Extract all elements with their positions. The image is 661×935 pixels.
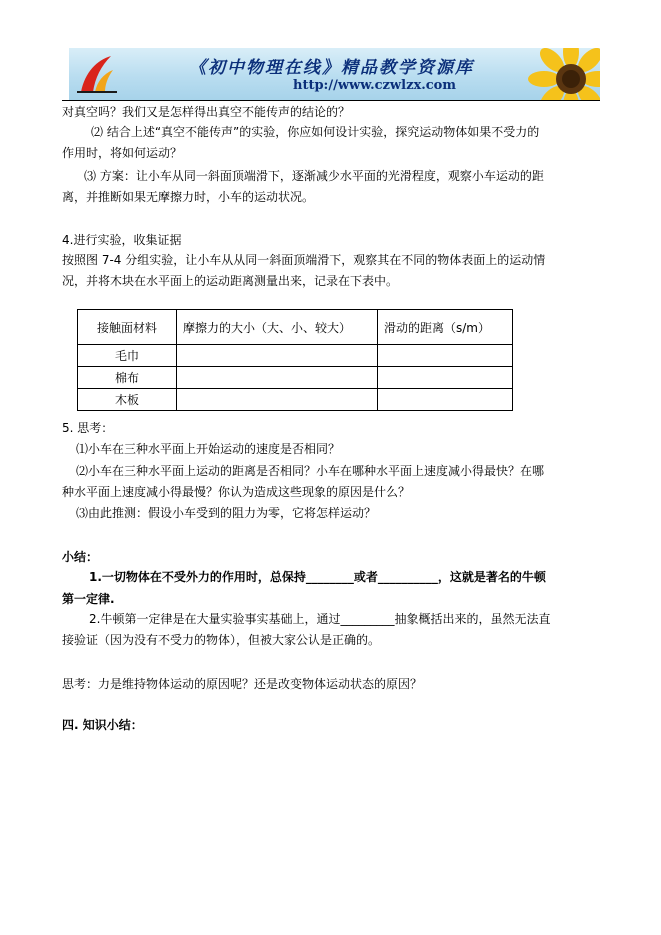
question-3-line2: 离，并推断如果无摩擦力时，小车的运动状况。 [62,190,315,204]
question-2-line2: 作用时，将如何运动？ [62,146,183,160]
section-4-heading: 四. 知识小结： [62,718,143,732]
table-row [78,345,513,367]
table-cell-friction[interactable] [177,367,378,389]
table-header-row [78,310,513,345]
summary-p1-line1: 1.一切物体在不受外力的作用时，总保持________或者__________，这就是著名的牛顿 [89,570,546,584]
think-q2-line1: ⑵小车在三种水平面上运动的距离是否相同？小车在哪种水平面上速度减小得最快？在哪 [76,464,545,478]
table-header-cell: 滑动的距离（s/m） [378,310,513,345]
think-title: 5. 思考： [62,421,114,435]
summary-p2-line1: 2.牛顿第一定律是在大量实验事实基础上，通过_________抽象概括出来的，虽然无法直 [89,612,551,626]
header-banner [69,48,600,100]
think-q2-line2: 种水平面上速度减小得最慢？你认为造成这些现象的原因是什么？ [62,485,411,499]
summary-title: 小结： [62,550,99,564]
banner-title: 《初中物理在线》精品教学资源库 [189,58,474,78]
sunflower-image [526,48,600,100]
table-row [78,367,513,389]
think-q3: ⑶由此推测：假设小车受到的阻力为零，它将怎样运动？ [76,506,377,520]
summary-p2-line2: 接验证（因为没有不受力的物体），但被大家公认是正确的。 [62,633,381,647]
summary-p1-line2: 第一定律. [62,592,115,606]
table-cell-friction[interactable] [177,389,378,411]
banner-url: http://www.czwlzx.com [293,78,457,93]
question-3-line1: ⑶ 方案：让小车从同一斜面顶端滑下，逐渐减少水平面的光滑程度，观察小车运动的距 [84,169,544,183]
table-row [78,389,513,411]
experiment-table [77,309,513,411]
table-cell-friction[interactable] [177,345,378,367]
section-4-title: 4.进行实验，收集证据 [62,233,182,247]
question-2-line1: ⑵ 结合上述“真空不能传声”的实验，你应如何设计实验，探究运动物体如果不受力的 [91,125,540,139]
site-logo [75,52,119,96]
table-cell-distance[interactable] [378,367,513,389]
table-cell-distance[interactable] [378,345,513,367]
header-rule [62,100,600,101]
table-cell-material: 毛巾 [78,345,177,367]
think-q1: ⑴小车在三种水平面上开始运动的速度是否相同？ [76,442,341,456]
table-cell-material: 木板 [78,389,177,411]
final-think: 思考：力是维持物体运动的原因呢？还是改变物体运动状态的原因？ [62,677,423,691]
text-line: 对真空吗？我们又是怎样得出真空不能传声的结论的？ [62,105,351,119]
section-4-line1: 按照图 7-4 分组实验，让小车从从同一斜面顶端滑下，观察其在不同的物体表面上的运动情 [62,253,546,267]
table-cell-distance[interactable] [378,389,513,411]
table-header-cell: 接触面材料 [78,310,177,345]
table-header-cell: 摩擦力的大小（大、小、较大） [177,310,378,345]
table-cell-material: 棉布 [78,367,177,389]
section-4-line2: 况，并将木块在水平面上的运动距离测量出来，记录在下表中。 [62,274,399,288]
